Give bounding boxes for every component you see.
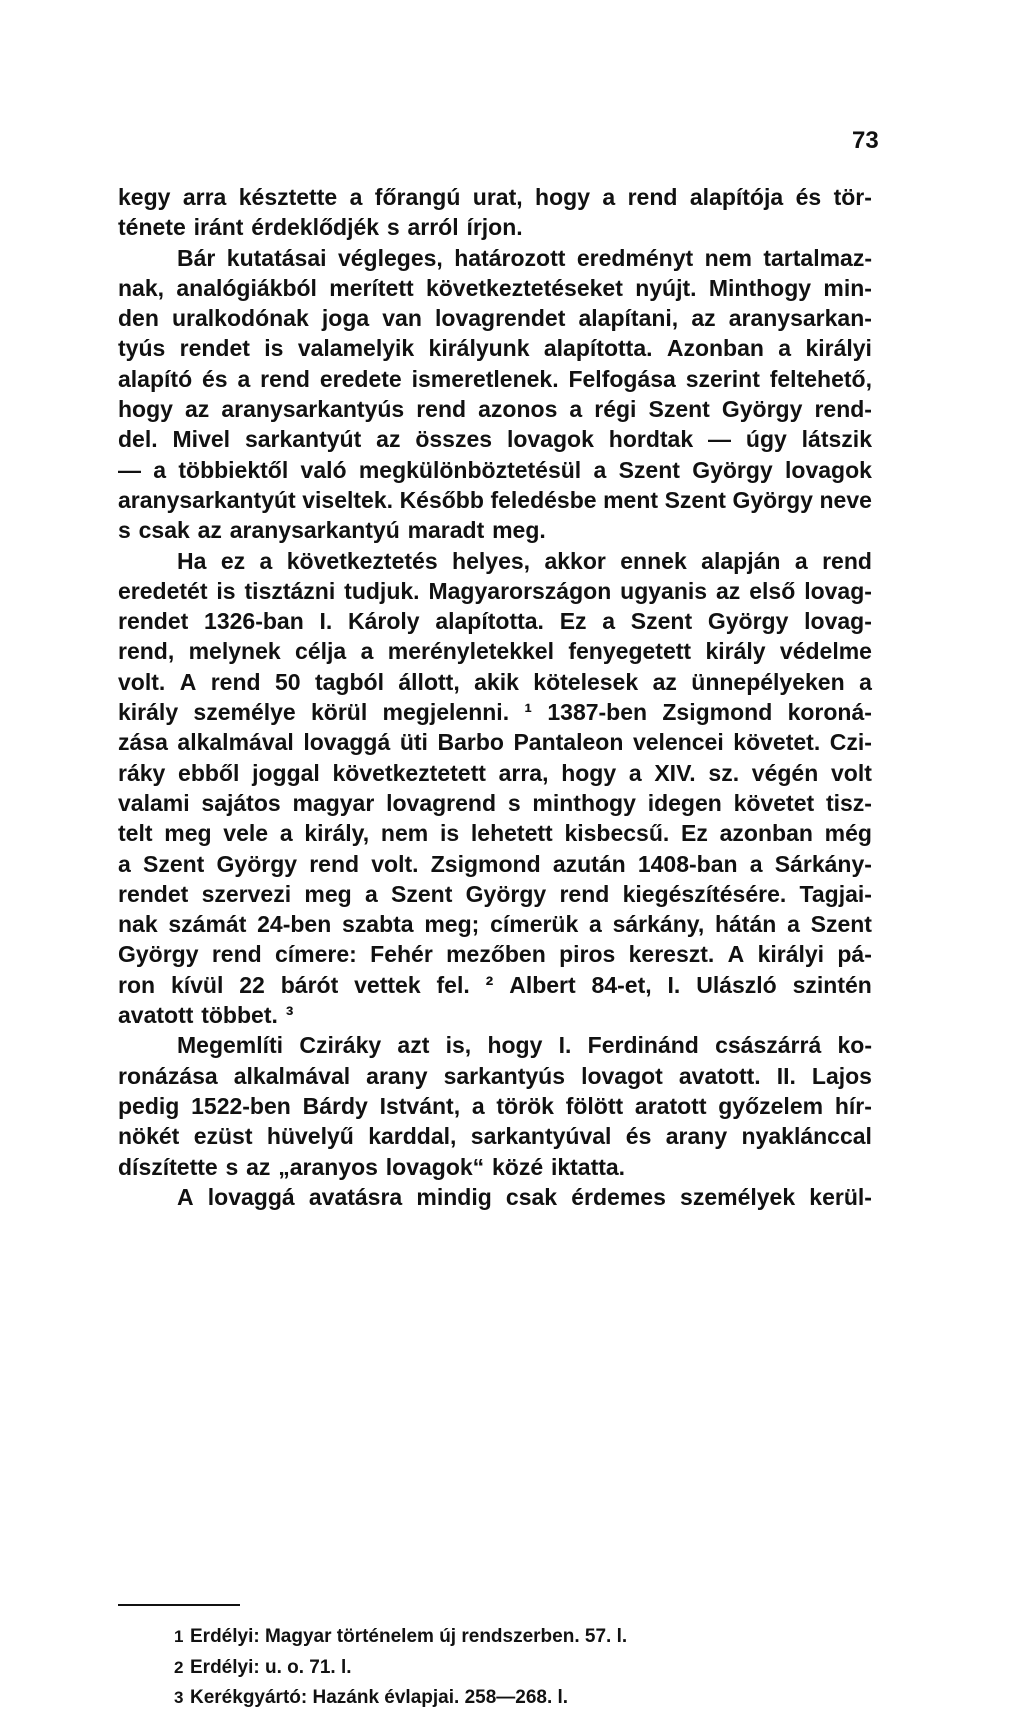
footnote-text: Erdélyi: Magyar történelem új rendszerben. 57. l. xyxy=(190,1626,628,1647)
text-line: ráky ebből joggal következtetett arra, hogy a XIV. sz. végén volt xyxy=(118,759,872,786)
body-text xyxy=(118,182,872,1212)
footnote-text: Kerékgyártó: Hazánk évlapjai. 258—268. l. xyxy=(190,1687,569,1708)
text-line: király személye körül megjelenni. ¹ 1387-ben Zsigmond koroná- xyxy=(118,699,872,726)
text-line: Megemlíti Cziráky azt is, hogy I. Ferdinánd császárrá ko- xyxy=(177,1032,872,1059)
text-line: den uralkodónak joga van lovagrendet alapítani, az aranysarkan- xyxy=(118,305,872,332)
text-line: tyús rendet is valamelyik királyunk alapította. Azonban a királyi xyxy=(118,335,872,362)
text-line: — a többiektől való megkülönböztetésül a Szent György lovagok xyxy=(118,456,872,483)
text-line: ron kívül 22 bárót vettek fel. ² Albert 84-et, I. Ulászló szintén xyxy=(118,971,872,998)
text-line: nökét ezüst hüvelyű karddal, sarkantyúval és arany nyaklánccal xyxy=(118,1123,872,1150)
text-line: ronázása alkalmával arany sarkantyús lovagot avatott. II. Lajos xyxy=(118,1062,872,1089)
text-line: avatott többet. ³ xyxy=(118,1002,294,1029)
text-line: volt. A rend 50 tagból állott, akik kötelesek az ünnepélyeken a xyxy=(118,668,872,695)
text-line: ténete iránt érdeklődjék s arról írjon. xyxy=(118,214,523,241)
footnote xyxy=(174,1683,794,1714)
text-line: rendet 1326-ban I. Károly alapította. Ez a Szent György lovag- xyxy=(118,608,872,635)
text-line: eredetét is tisztázni tudjuk. Magyarországon ugyanis az első lovag- xyxy=(118,577,872,604)
text-line: kegy arra késztette a főrangú urat, hogy a rend alapítója és tör- xyxy=(118,184,872,210)
footnote xyxy=(174,1622,794,1653)
footnotes xyxy=(174,1622,794,1714)
text-line: telt meg vele a király, nem is lehetett kisbecsű. Ez azonban még xyxy=(118,820,872,847)
text-line: del. Mivel sarkantyút az összes lovagok hordtak — úgy látszik xyxy=(118,426,872,453)
text-line: rendet szervezi meg a Szent György rend kiegészítésére. Tagjai- xyxy=(118,880,872,907)
page-number: 73 xyxy=(852,127,879,154)
text-line: aranysarkantyút viseltek. Később feledésbe ment Szent György neve xyxy=(118,486,872,513)
text-line: s csak az aranysarkantyú maradt meg. xyxy=(118,517,546,544)
text-line: pedig 1522-ben Bárdy Istvánt, a török fölött aratott győzelem hír- xyxy=(118,1092,872,1119)
text-line: A lovaggá avatásra mindig csak érdemes személyek kerül- xyxy=(177,1183,872,1210)
footnote-mark: 2 xyxy=(174,1657,184,1677)
text-line: György rend címere: Fehér mezőben piros kereszt. A királyi pá- xyxy=(118,941,872,968)
text-line: Ha ez a következtetés helyes, akkor ennek alapján a rend xyxy=(177,547,872,574)
text-line: díszítette s az „aranyos lovagok“ közé iktatta. xyxy=(118,1153,626,1180)
text-line: nak, analógiákból merített következtetéseket nyújt. Minthogy min- xyxy=(118,274,872,301)
footnote xyxy=(174,1653,794,1684)
footnote-rule xyxy=(118,1604,240,1606)
footnote-text: Erdélyi: u. o. 71. l. xyxy=(190,1656,352,1678)
text-line: Bár kutatásai végleges, határozott eredményt nem tartalmaz- xyxy=(177,244,872,271)
text-line: valami sajátos magyar lovagrend s minthogy idegen követet tisz- xyxy=(118,789,872,816)
text-line: nak számát 24-ben szabta meg; címerük a sárkány, hátán a Szent xyxy=(118,911,872,938)
text-line: rend, melynek célja a merényletekkel fenyegetett király védelme xyxy=(118,638,872,665)
text-line: hogy az aranysarkantyús rend azonos a régi Szent György rend- xyxy=(118,396,872,423)
footnote-mark: 3 xyxy=(174,1688,184,1707)
text-line: zása alkalmával lovaggá üti Barbo Pantaleon velencei követet. Czi- xyxy=(118,729,872,756)
footnote-mark: 1 xyxy=(174,1627,184,1646)
text-line: alapító és a rend eredete ismeretlenek. Felfogása szerint feltehető, xyxy=(118,365,872,392)
text-line: a Szent György rend volt. Zsigmond azután 1408-ban a Sárkány- xyxy=(118,850,872,877)
